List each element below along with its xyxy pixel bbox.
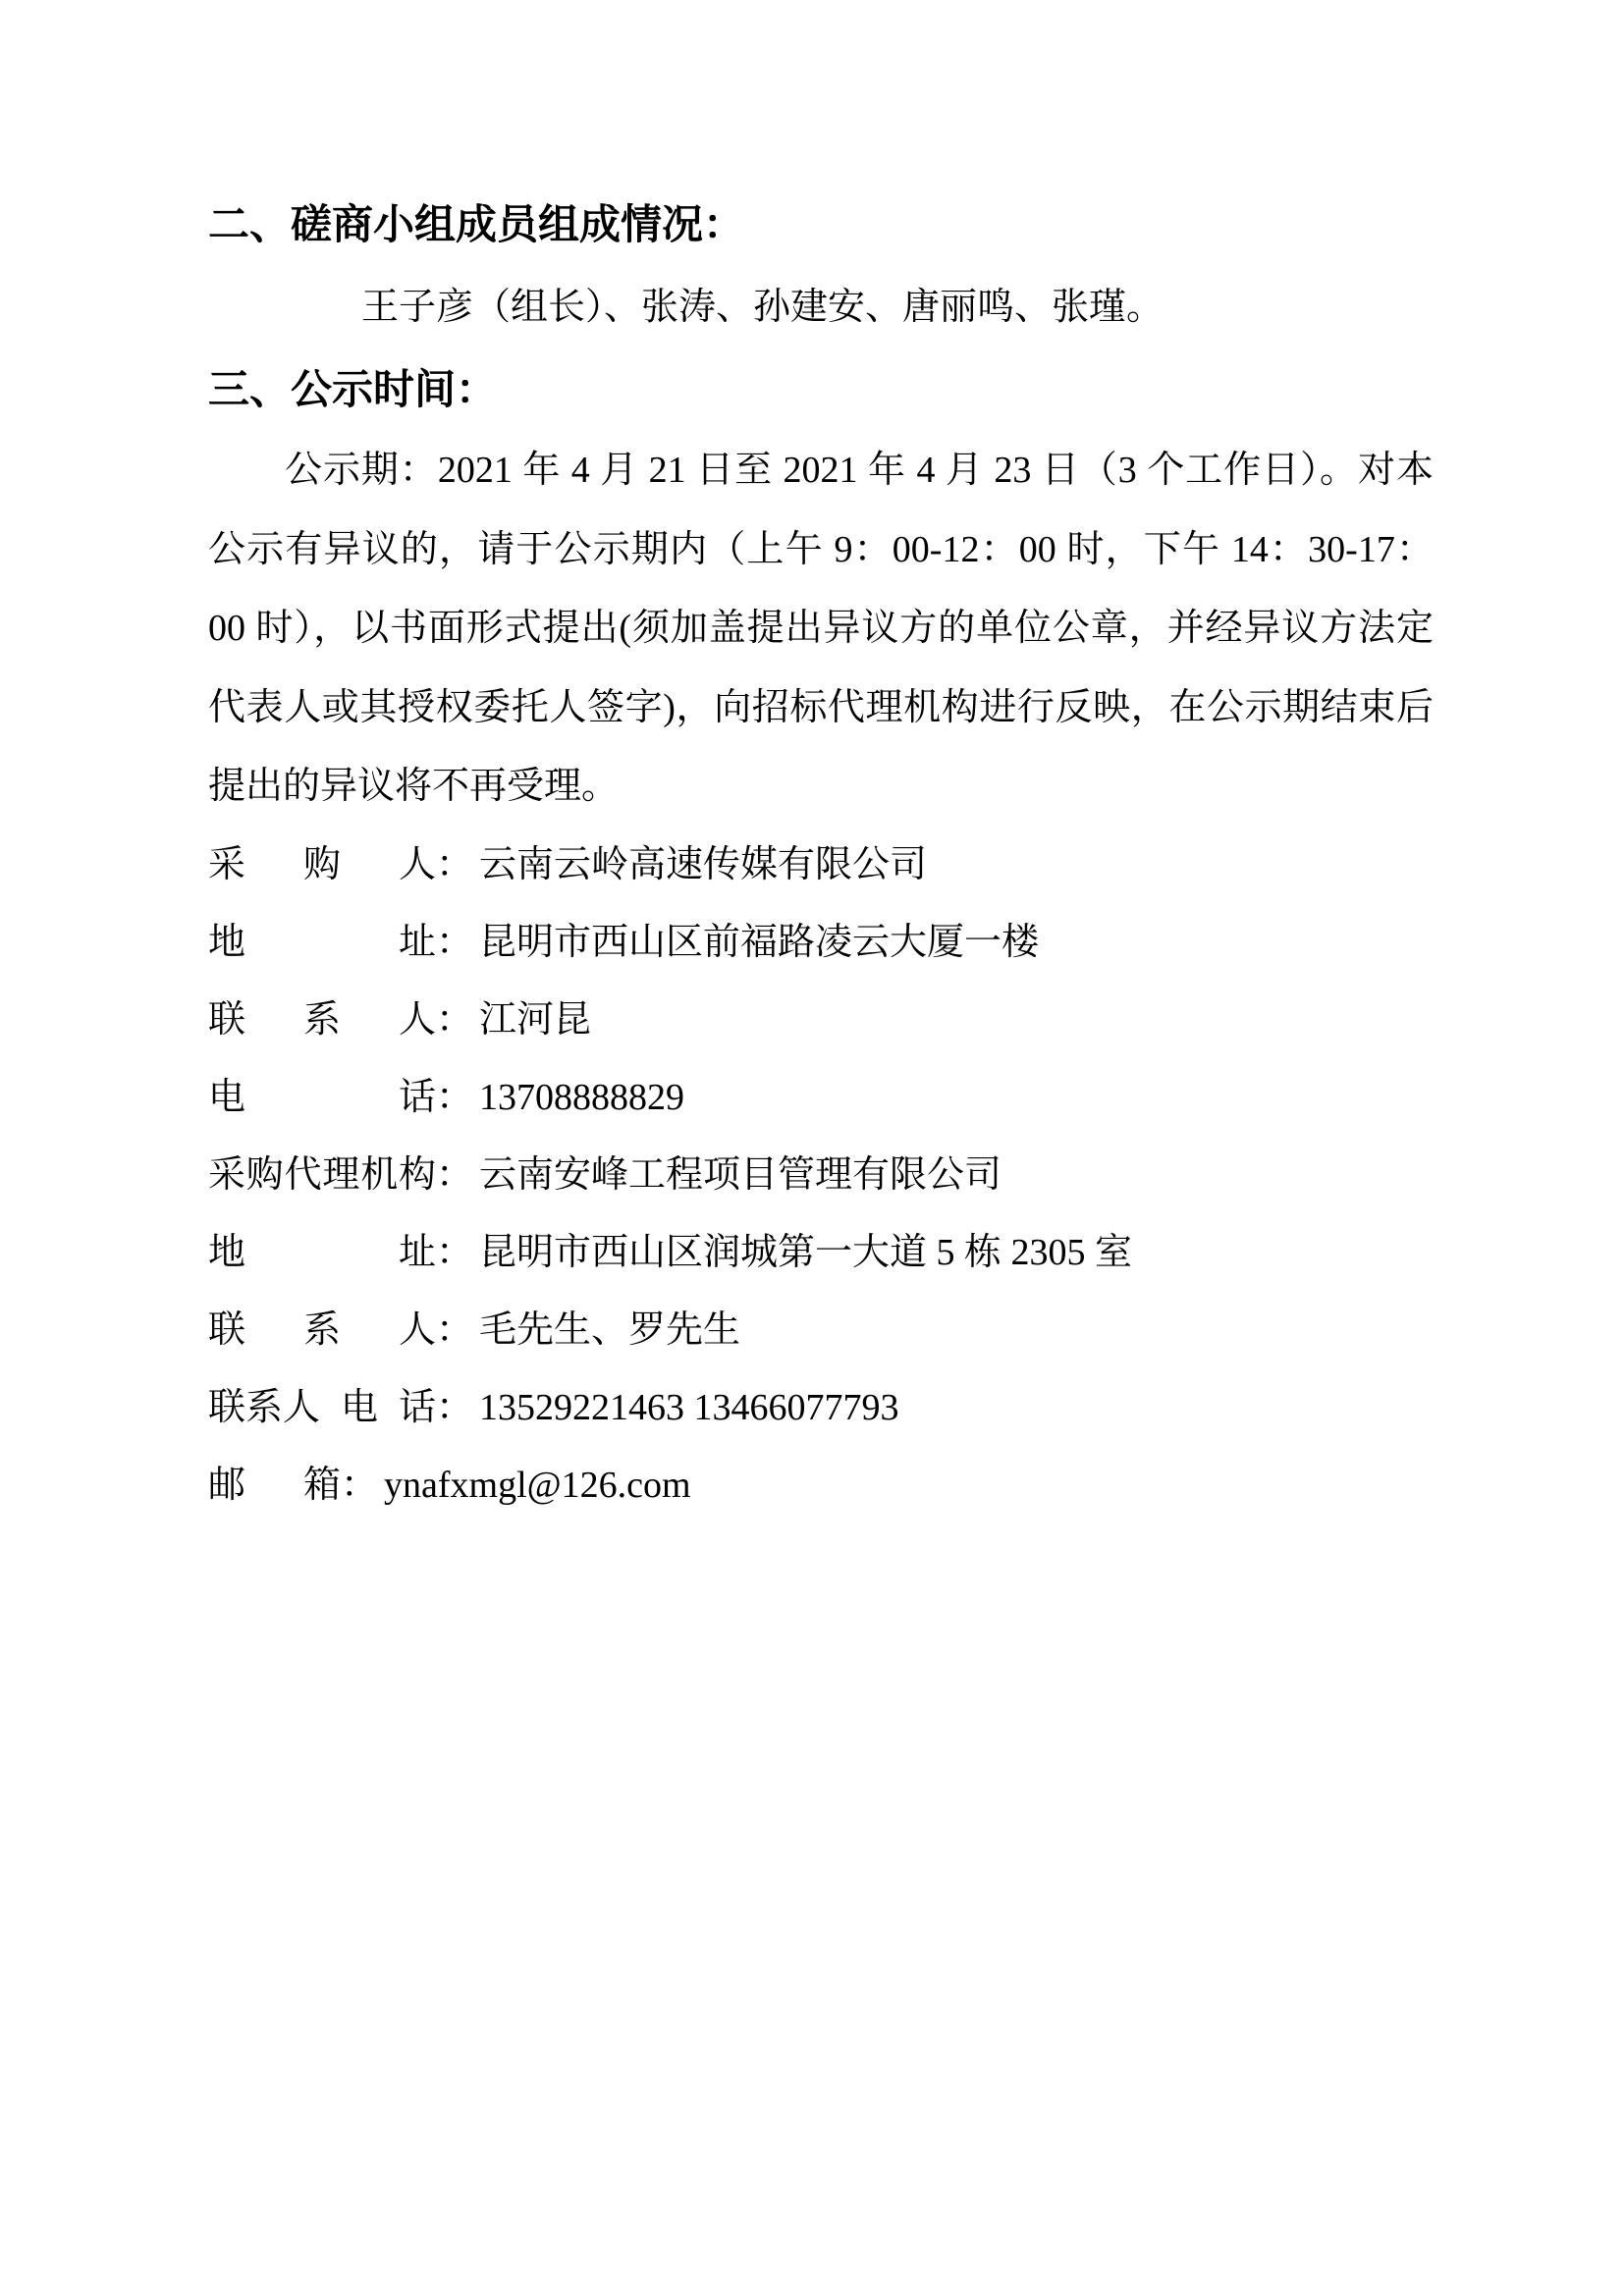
contact-row xyxy=(208,982,1434,1059)
contact-row xyxy=(208,1447,1434,1524)
contact-label-token: 购 xyxy=(302,843,341,885)
contact-row xyxy=(208,1137,1434,1214)
contact-label-token: 构 xyxy=(398,1153,436,1196)
contact-label-token: 话 xyxy=(398,1386,436,1428)
contact-list xyxy=(208,827,1434,1524)
contact-label xyxy=(208,904,436,982)
contact-label-token: 电 xyxy=(340,1386,378,1428)
contact-label-token: 人 xyxy=(398,998,436,1041)
contact-label xyxy=(208,1369,436,1447)
contact-label-colon: ： xyxy=(436,1153,474,1196)
contact-label-token: 采 xyxy=(208,1153,246,1196)
contact-row xyxy=(208,1292,1434,1369)
contact-label-token: 代 xyxy=(284,1153,322,1196)
contact-value: 13708888829 xyxy=(479,1076,685,1118)
contact-label-colon: ： xyxy=(436,1231,474,1273)
contact-label-token: 话 xyxy=(398,1076,436,1118)
contact-row xyxy=(208,1214,1434,1292)
contact-label-token: 采 xyxy=(208,843,246,885)
contact-label xyxy=(208,1137,436,1214)
contact-label-token: 系 xyxy=(302,998,341,1041)
contact-label-token: 人 xyxy=(398,843,436,885)
contact-value: 昆明市西山区前福路凌云大厦一楼 xyxy=(479,921,1040,963)
contact-label-token: 理 xyxy=(322,1153,360,1196)
contact-label-token: 址 xyxy=(398,921,436,963)
contact-value: 13529221463 13466077793 xyxy=(479,1386,899,1428)
contact-label xyxy=(208,982,436,1059)
contact-row xyxy=(208,827,1434,904)
contact-label xyxy=(208,1447,341,1524)
contact-label-colon: ： xyxy=(436,921,474,963)
contact-row xyxy=(208,1369,1434,1447)
contact-label xyxy=(208,1292,436,1369)
contact-label-colon: ： xyxy=(436,1076,474,1118)
contact-label-token: 邮 xyxy=(208,1464,246,1506)
contact-label-token: 箱 xyxy=(302,1464,341,1506)
contact-value: 云南安峰工程项目管理有限公司 xyxy=(479,1153,1002,1196)
contact-value: 云南云岭高速传媒有限公司 xyxy=(479,843,928,885)
contact-label-token: 机 xyxy=(360,1153,399,1196)
contact-label-token: 电 xyxy=(208,1076,246,1118)
contact-label xyxy=(208,1214,436,1292)
contact-label-token: 地 xyxy=(208,921,246,963)
section2-heading: 二、磋商小组成员组成情况： xyxy=(208,201,745,247)
contact-label-token: 联 xyxy=(208,1308,246,1351)
contact-row xyxy=(208,1059,1434,1137)
contact-label-colon: ： xyxy=(436,843,474,885)
contact-label-token: 地 xyxy=(208,1231,246,1273)
contact-label-token: 址 xyxy=(398,1231,436,1273)
contact-label-token: 联 xyxy=(208,998,246,1041)
contact-label-token: 购 xyxy=(245,1153,284,1196)
contact-row xyxy=(208,904,1434,982)
contact-value: ynafxmgl@126.com xyxy=(384,1464,691,1506)
section3-heading: 三、公示时间： xyxy=(208,366,498,412)
contact-label-colon: ： xyxy=(341,1464,379,1506)
contact-label-colon: ： xyxy=(436,1386,474,1428)
section2-members: 王子彦（组长）、张涛、孙建安、唐丽鸣、张瑾。 xyxy=(361,287,1164,328)
contact-label xyxy=(208,827,436,904)
contact-label-colon: ： xyxy=(436,1308,474,1351)
contact-label xyxy=(208,1059,436,1137)
contact-value: 昆明市西山区润城第一大道 5 栋 2305 室 xyxy=(479,1231,1133,1273)
contact-label-token: 人 xyxy=(398,1308,436,1351)
contact-label-token: 联系人 xyxy=(208,1386,321,1428)
contact-label-token: 系 xyxy=(302,1308,341,1351)
contact-value: 江河昆 xyxy=(479,998,592,1041)
contact-value: 毛先生、罗先生 xyxy=(479,1308,741,1351)
contact-label-colon: ： xyxy=(436,998,474,1041)
notice-period-paragraph: 公示期：2021 年 4 月 21 日至 2021 年 4 月 23 日（3 个工作日）。对本公示有异议的，请于公示期内（上午 9：00-12：00 时，下午 14：30-17：00 时），以书面形式提出(须加盖提出异议方的单位公章，并经异议方法定代表人或其授权委托人签字)，向招标代理机构进行反映，在公示期结束后提出的异议将不再受理。 xyxy=(208,450,1434,807)
